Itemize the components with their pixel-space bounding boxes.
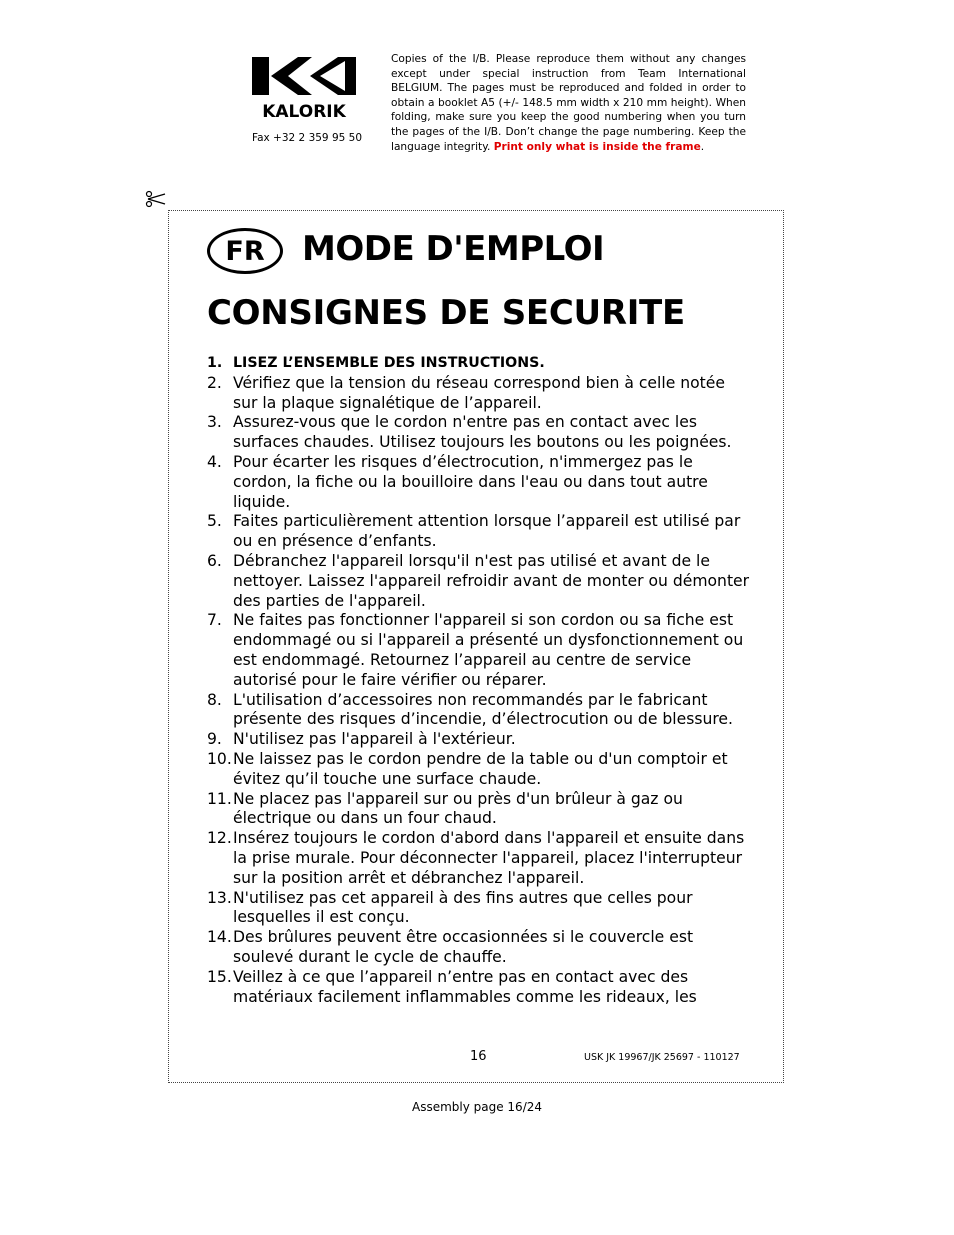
scissors-icon [145, 188, 167, 210]
list-item [207, 829, 752, 888]
list-item [207, 790, 752, 830]
notice-end: . [700, 140, 705, 153]
item-number: 15. [207, 967, 232, 986]
list-item [207, 374, 752, 414]
item-text: Assurez-vous que le cordon n'entre pas en contact avec les surfaces chaudes. Utilisez toujours les boutons ou les poignées. [233, 413, 732, 452]
item-number: 4. [207, 452, 222, 471]
list-item [207, 354, 752, 374]
item-text: Des brûlures peuvent être occasionnées si le couvercle est soulevé durant le cycle de chauffe. [233, 928, 694, 966]
safety-instructions-list [207, 354, 752, 1007]
list-item [207, 611, 752, 690]
item-text: Pour écarter les risques d’électrocution, n'immergez pas le cordon, la fiche ou la bouilloire dans l'eau ou dans tout autre liquide. [233, 452, 708, 511]
item-text: N'utilisez pas l'appareil à l'extérieur. [233, 730, 516, 749]
item-text: Ne faites pas fonctionner l'appareil si son cordon ou sa fiche est endommagé ou si l'appareil a présenté un dysfonctionnement ou est endommagé. Retournez l’appareil au centre de service autorisé pour le faire vérifier ou réparer. [233, 611, 744, 689]
item-text: Ne placez pas l'appareil sur ou près d'un brûleur à gaz ou électrique ou dans un four chaud. [233, 789, 683, 828]
item-number: 14. [207, 928, 232, 947]
item-number: 6. [207, 551, 222, 570]
item-text: Vérifiez que la tension du réseau correspond bien à celle notée sur la plaque signalétique de l’appareil. [233, 373, 725, 412]
page-number: 16 [470, 1049, 487, 1064]
item-number: 10. [207, 749, 232, 768]
section-title: CONSIGNES DE SECURITE [207, 293, 685, 333]
item-text: Faites particulièrement attention lorsque l’appareil est utilisé par ou en présence d’enfants. [233, 512, 741, 551]
item-number: 3. [207, 413, 222, 432]
language-badge: FR [207, 228, 283, 274]
item-text: Insérez toujours le cordon d'abord dans l'appareil et ensuite dans la prise murale. Pour déconnecter l'appareil, placez l'interrupteur sur la position arrêt et débranchez l'appareil. [233, 829, 745, 887]
item-number: 13. [207, 888, 232, 907]
notice-text: Copies of the I/B. Please reproduce them without any changes except under special instruction from Team International BELGIUM. The pages must be reproduced and folded in order to obtain a booklet A5 (+/- 148.5 mm width x 210 mm height). When folding, make sure you keep the good numbering when you turn the pages of the I/B. Don’t change the page numbering. Keep the language integrity. [391, 53, 746, 153]
item-number: 2. [207, 373, 222, 392]
fax-number: Fax +32 2 359 95 50 [252, 132, 363, 144]
list-item [207, 413, 752, 453]
assembly-page: Assembly page 16/24 [411, 1100, 543, 1114]
item-number: 8. [207, 690, 222, 709]
list-item [207, 750, 752, 790]
item-number: 9. [207, 730, 222, 749]
list-item [207, 968, 752, 1008]
model-reference: USK JK 19967/JK 25697 - 110127 [584, 1052, 740, 1063]
item-text: Débranchez l'appareil lorsqu'il n'est pas utilisé et avant de le nettoyer. Laissez l'appareil refroidir avant de monter ou démonter des parties de l'appareil. [233, 551, 750, 610]
item-number: 5. [207, 512, 222, 531]
list-item [207, 928, 752, 968]
item-number: 1. [207, 355, 223, 371]
list-item [207, 552, 752, 611]
logo-text: KALORIK [262, 102, 346, 122]
list-item [207, 730, 752, 750]
item-number: 11. [207, 789, 232, 808]
item-text: Ne laissez pas le cordon pendre de la table ou d'un comptoir et évitez qu’il touche une surface chaude. [233, 749, 728, 788]
kalorik-logo [250, 55, 358, 127]
list-item [207, 453, 752, 512]
item-text: N'utilisez pas cet appareil à des fins autres que celles pour lesquelles il est conçu. [233, 888, 693, 927]
item-text: Veillez à ce que l’appareil n’entre pas en contact avec des matériaux facilement inflammables comme les rideaux, les [233, 967, 697, 1006]
mode-emploi-title: MODE D'EMPLOI [302, 229, 605, 269]
list-item [207, 512, 752, 552]
item-text: L'utilisation d’accessoires non recommandés par le fabricant présente des risques d’incendie, d’électrocution ou de blessure. [233, 690, 733, 729]
reproduction-notice [391, 52, 746, 154]
list-item [207, 691, 752, 731]
item-text: LISEZ L’ENSEMBLE DES INSTRUCTIONS. [233, 355, 545, 371]
list-item [207, 889, 752, 929]
item-number: 12. [207, 829, 232, 848]
item-number: 7. [207, 611, 222, 630]
notice-print-frame: Print only what is inside the frame [493, 140, 701, 153]
